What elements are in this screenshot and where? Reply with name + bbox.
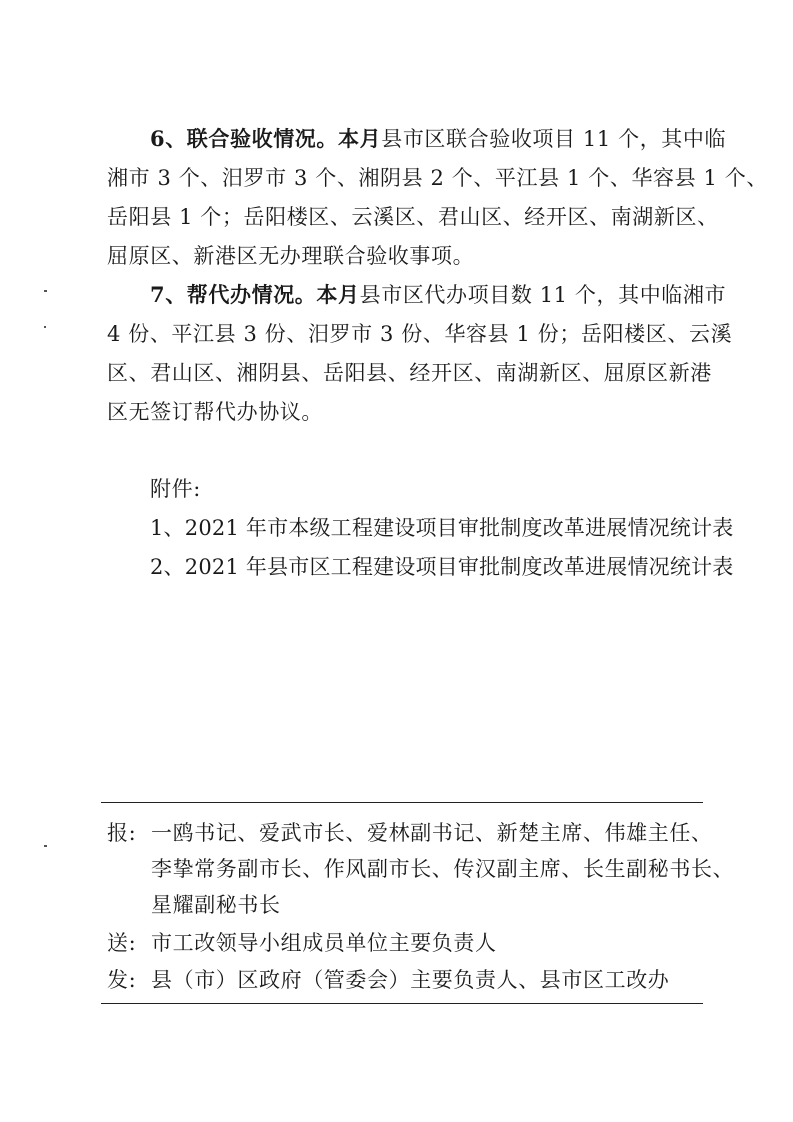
issue-recipients: 县（市）区政府（管委会）主要负责人、县市区工改办 bbox=[151, 968, 670, 992]
paragraph-line: 湘市 3 个、汨罗市 3 个、湘阴县 2 个、平江县 1 个、华容县 1 个、 bbox=[107, 166, 768, 190]
send-recipients: 市工改领导小组成员单位主要负责人 bbox=[151, 931, 497, 955]
section-heading: 7、帮代办情况。 bbox=[150, 282, 317, 307]
paragraph-line: 屈原区、新港区无办理联合验收事项。 bbox=[107, 244, 475, 268]
section-lead: 本月 bbox=[338, 126, 382, 151]
scan-mark bbox=[44, 845, 47, 847]
section-heading: 6、联合验收情况。 bbox=[150, 126, 339, 151]
issue-label: 发: bbox=[107, 968, 137, 992]
paragraph-text: 县市区联合验收项目 11 个，其中临 bbox=[381, 127, 727, 151]
paragraph-line: 岳阳县 1 个；岳阳楼区、云溪区、君山区、经开区、南湖新区、 bbox=[107, 205, 719, 229]
attachment-item: 2、2021 年县市区工程建设项目审批制度改革进展情况统计表 bbox=[150, 555, 734, 579]
bottom-divider bbox=[101, 1003, 703, 1004]
report-recipients: 一鸥书记、爱武市长、爱林副书记、新楚主席、伟雄主任、 bbox=[151, 821, 713, 845]
attachments-label: 附件: bbox=[150, 477, 201, 501]
paragraph-line: 区无签订帮代办协议。 bbox=[107, 400, 323, 424]
attachment-item: 1、2021 年市本级工程建设项目审批制度改革进展情况统计表 bbox=[150, 516, 734, 540]
section-lead: 本月 bbox=[316, 282, 360, 307]
send-label: 送: bbox=[107, 931, 137, 955]
paragraph-line: 区、君山区、湘阴县、岳阳县、经开区、南湖新区、屈原区新港 bbox=[107, 361, 712, 385]
report-recipients: 李挚常务副市长、作风副市长、传汉副主席、长生副秘书长、 bbox=[151, 857, 735, 881]
scan-mark bbox=[44, 290, 47, 292]
report-label: 报: bbox=[107, 821, 137, 845]
report-recipients: 星耀副秘书长 bbox=[151, 893, 281, 917]
paragraph-text: 县市区代办项目数 11 个，其中临湘市 bbox=[359, 283, 727, 307]
paragraph-line: 4 份、平江县 3 份、汨罗市 3 份、华容县 1 份；岳阳楼区、云溪 bbox=[107, 322, 733, 346]
scan-mark bbox=[44, 326, 46, 328]
top-divider bbox=[101, 802, 703, 803]
